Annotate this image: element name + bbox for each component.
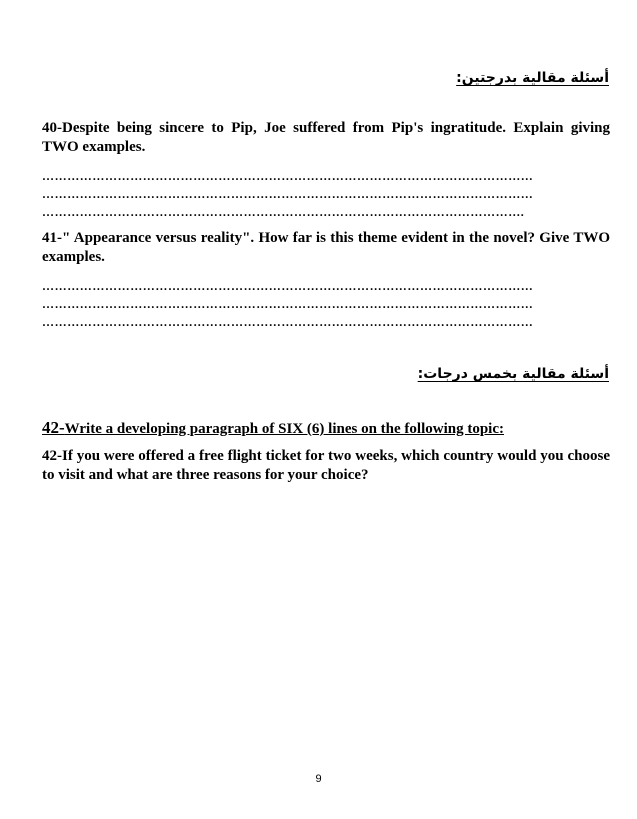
answer-line[interactable]: ………………………………………………………………………………………………………	[42, 279, 534, 293]
task-instruction: Write a developing paragraph of SIX (6) lines on the following topic:	[64, 421, 504, 437]
answer-line[interactable]: ………………………………………………………………………………………………………	[42, 169, 534, 183]
answer-line[interactable]: ………………………………………………………………………………………………………	[42, 315, 534, 329]
question-42-topic: 42-If you were offered a free flight ticket for two weeks, which country would you choose to visit and what are three reasons for your choice?	[42, 448, 610, 483]
task-number: 42-	[42, 418, 65, 437]
section-heading-two-marks: أسئلة مقالية بدرجتين:	[456, 70, 609, 86]
section-heading-five-marks: أسئلة مقالية بخمس درجات:	[417, 366, 609, 382]
paragraph-task	[42, 418, 504, 438]
answer-line[interactable]: ………………………………………………………………………………………………………	[42, 297, 534, 311]
question-41: 41-" Appearance versus reality". How far is this theme evident in the novel? Give TWO examples.	[42, 230, 610, 265]
question-40: 40-Despite being sincere to Pip, Joe suffered from Pip's ingratitude. Explain giving TWO examples.	[42, 120, 610, 155]
page-number: 9	[315, 773, 322, 785]
answer-line[interactable]: …………………………………………………………………………………………………….	[42, 205, 525, 219]
answer-line[interactable]: ………………………………………………………………………………………………………	[42, 187, 534, 201]
